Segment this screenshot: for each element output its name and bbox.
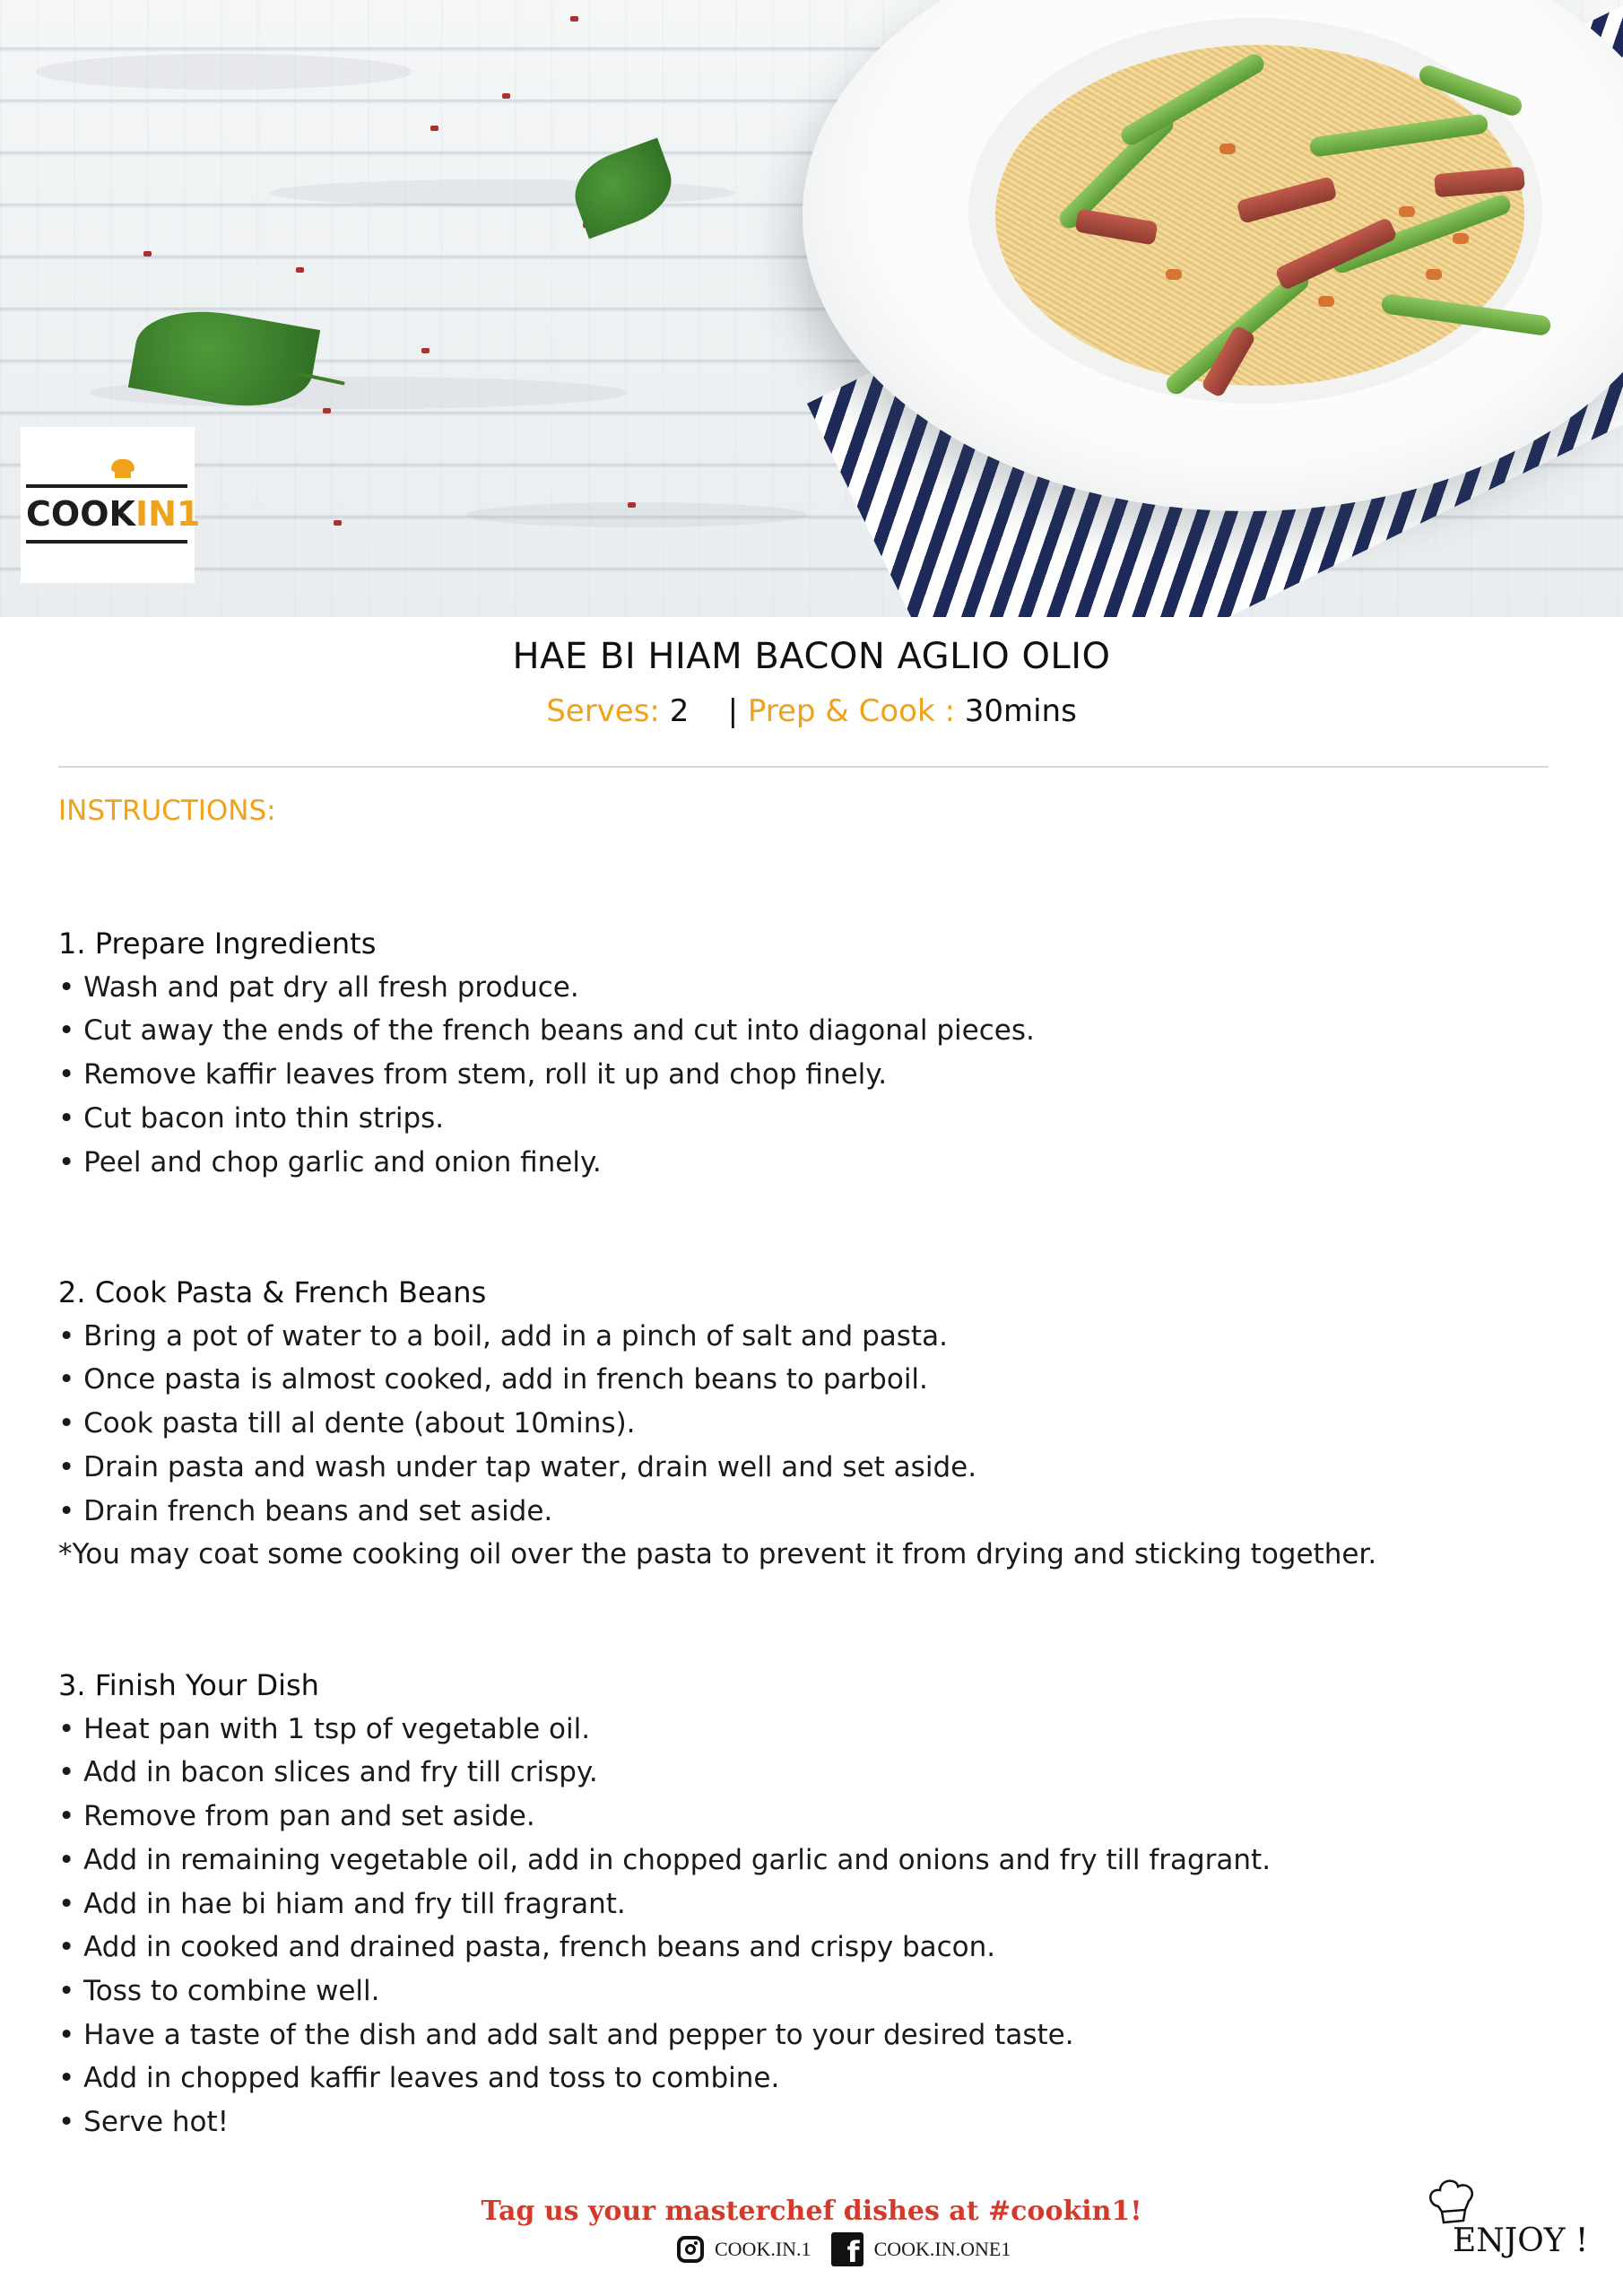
hero-image [0, 0, 1623, 617]
instagram-handle[interactable]: COOK.IN.1 [715, 2238, 812, 2260]
hae-bi-hiam [1426, 269, 1442, 280]
meta-separator: | [727, 693, 739, 729]
logo-rule [26, 484, 187, 488]
step-section-3 [58, 1664, 1583, 2144]
serves-label: Serves: [546, 693, 660, 729]
instagram-icon[interactable] [677, 2236, 704, 2263]
logo-rule [26, 540, 187, 544]
step-line: • Serve hot! [58, 2106, 230, 2139]
chili-fleck [502, 93, 510, 99]
enjoy-text: ENJOY ! [1453, 2222, 1589, 2259]
step-line: • Cut bacon into thin strips. [58, 1101, 445, 1135]
step-line: • Toss to combine well. [58, 1974, 380, 2007]
step-line: • Add in chopped kaffir leaves and toss to combine. [58, 2062, 780, 2095]
time-label: Prep & Cook : [747, 693, 955, 729]
time-value: 30mins [964, 693, 1077, 729]
chili-fleck [430, 126, 438, 131]
step-line: • Once pasta is almost cooked, add in french beans to parboil. [58, 1363, 928, 1396]
logo-text: COOKIN1 [26, 494, 201, 534]
chili-fleck [570, 16, 578, 22]
step-line: • Bring a pot of water to a boil, add in a pinch of salt and pasta. [58, 1319, 948, 1352]
chili-fleck [628, 502, 636, 508]
step-line: • Remove from pan and set aside. [58, 1800, 535, 1833]
step-heading: 2. Cook Pasta & French Beans [58, 1275, 487, 1309]
step-heading: 3. Finish Your Dish [58, 1668, 319, 1702]
chef-hat-logo-icon [111, 459, 135, 479]
social-links [677, 2230, 1011, 2269]
chef-hat-icon [1426, 2176, 1478, 2230]
hae-bi-hiam [1166, 269, 1182, 280]
step-line: • Remove kaffir leaves from stem, roll it up and chop finely. [58, 1058, 888, 1091]
facebook-handle[interactable]: COOK.IN.ONE1 [873, 2238, 1011, 2260]
hae-bi-hiam [1453, 233, 1469, 244]
step-section-1 [58, 922, 1583, 1184]
step-line: • Add in bacon slices and fry till crispy. [58, 1756, 598, 1789]
step-line: • Add in hae bi hiam and fry till fragrant. [58, 1887, 626, 1920]
step-note: *You may coat some cooking oil over the pasta to prevent it from drying and sticking together. [58, 1538, 1377, 1571]
wood-grain [36, 54, 412, 90]
chili-fleck [296, 267, 304, 273]
hae-bi-hiam [1318, 296, 1334, 307]
recipe-title: HAE BI HIAM BACON AGLIO OLIO [512, 636, 1111, 677]
instructions-heading: INSTRUCTIONS: [58, 795, 276, 827]
chili-fleck [143, 251, 152, 257]
step-line: • Cook pasta till al dente (about 10mins). [58, 1407, 636, 1440]
chili-fleck [334, 520, 342, 526]
step-line: • Drain french beans and set aside. [58, 1494, 553, 1527]
wood-grain [466, 502, 807, 527]
step-line: • Add in cooked and drained pasta, french beans and crispy bacon. [58, 1931, 996, 1964]
step-line: • Have a taste of the dish and add salt and pepper to your desired taste. [58, 2018, 1074, 2051]
step-line: • Peel and chop garlic and onion finely. [58, 1145, 602, 1178]
step-section-2 [58, 1271, 1583, 1577]
chili-fleck [323, 408, 331, 413]
divider [58, 766, 1549, 768]
chili-fleck [421, 348, 430, 353]
step-line: • Drain pasta and wash under tap water, drain well and set aside. [58, 1450, 977, 1483]
hae-bi-hiam [1219, 144, 1236, 154]
recipe-meta [0, 692, 1623, 730]
serves-value: 2 [669, 693, 690, 729]
step-line: • Heat pan with 1 tsp of vegetable oil. [58, 1712, 591, 1745]
footer-tagline: Tag us your masterchef dishes at #cookin1! [481, 2196, 1142, 2227]
step-heading: 1. Prepare Ingredients [58, 926, 377, 961]
facebook-icon[interactable]: f [831, 2232, 864, 2266]
step-line: • Wash and pat dry all fresh produce. [58, 970, 579, 1004]
step-line: • Cut away the ends of the french beans and cut into diagonal pieces. [58, 1014, 1035, 1048]
hae-bi-hiam [1399, 206, 1415, 217]
step-line: • Add in remaining vegetable oil, add in chopped garlic and onions and fry till fragrant. [58, 1843, 1271, 1876]
brand-logo [21, 427, 201, 583]
